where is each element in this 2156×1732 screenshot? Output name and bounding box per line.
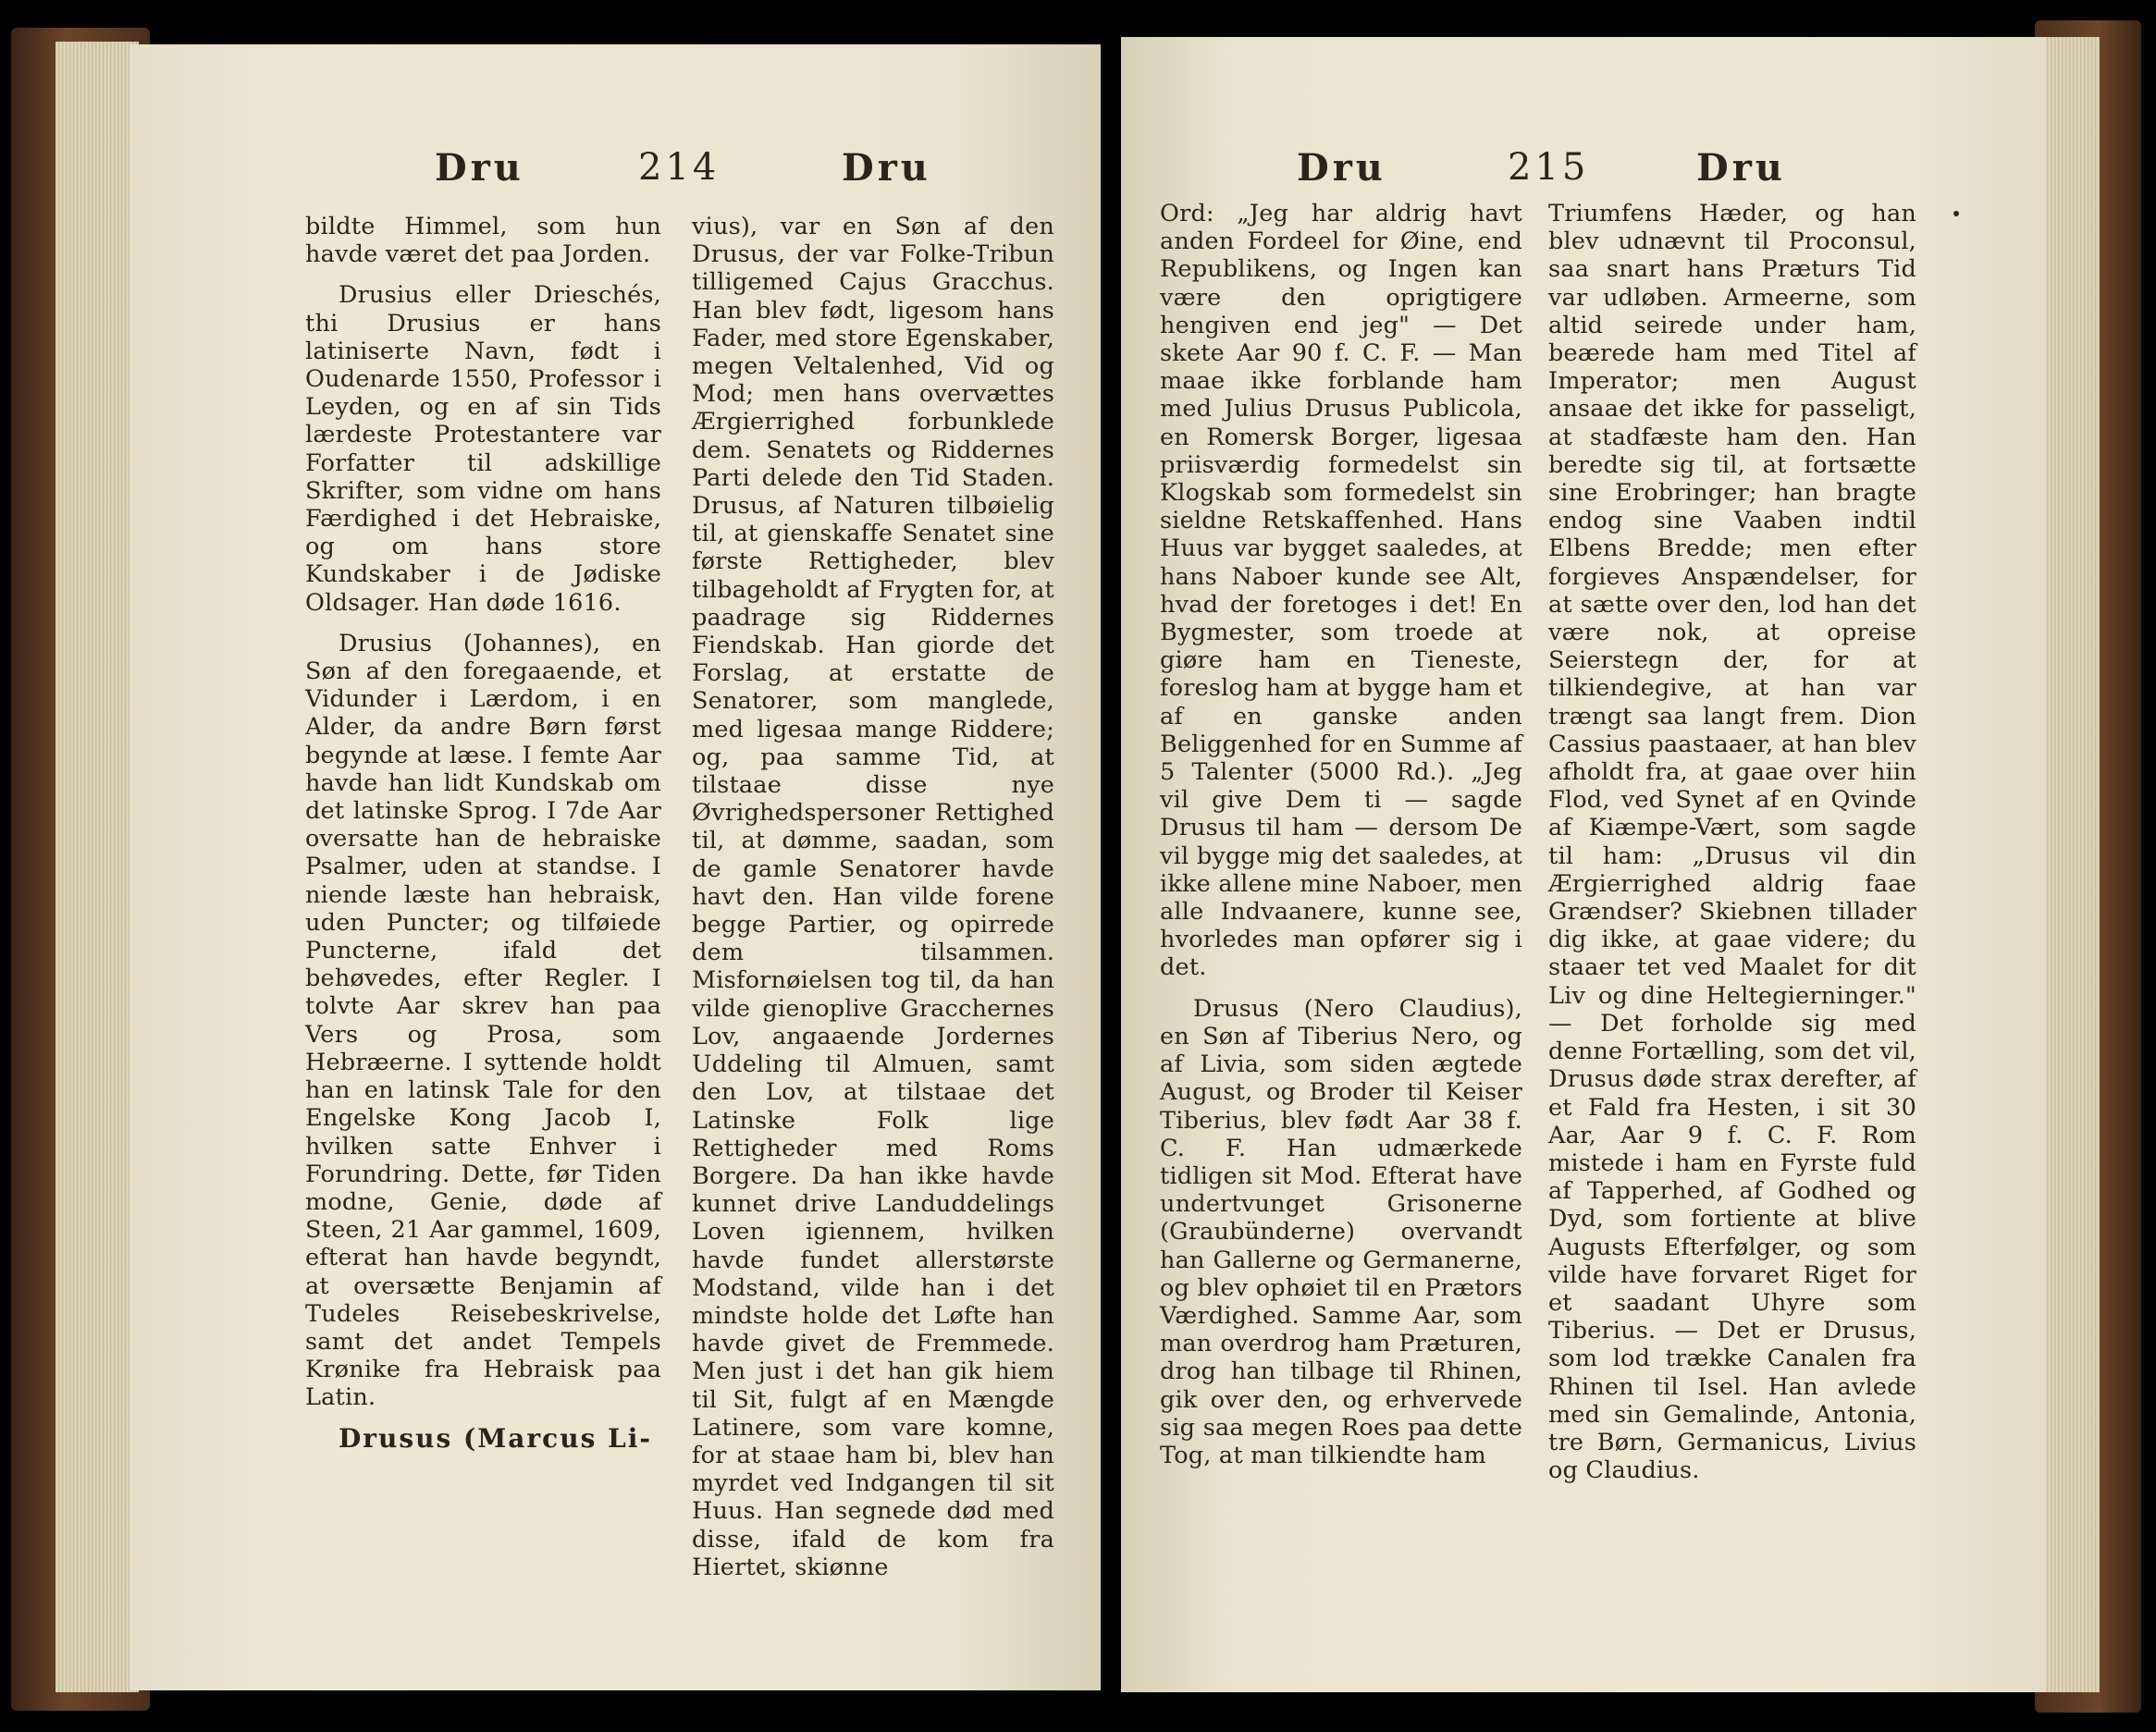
book-gutter bbox=[1101, 0, 1121, 1732]
header-word-right: Dru bbox=[1696, 146, 1786, 190]
page-number: 214 bbox=[638, 146, 721, 189]
entry-drusus-nero-claudius: Drusus (Nero Claudius), en Søn af Tiberius Nero, og af Livia, som siden ægtede August, og Broder til Keiser Tiberius, blev født Aar 38 f. C. F. Han udmærkede tidligen sit Mod. Efterat have undertvunget Grisonerne (Graubünderne) overvandt han Gallerne og Germanerne, og blev ophøiet til en Prætors Værdighed. Samme Aar, som man overdrog ham Præturen, drog han tilbage til Rhinen, gik over den, og erhvervede sig saa megen Roes paa dette Tog, at man tilkiendte ham bbox=[1160, 994, 1522, 1469]
text-column-2 bbox=[1548, 200, 1916, 1484]
page-number: 215 bbox=[1508, 146, 1590, 189]
header-word-left: Dru bbox=[1297, 146, 1386, 190]
left-page bbox=[129, 44, 1101, 1690]
entry-heading-drusus-marcus: Drusus (Marcus Li- bbox=[339, 1422, 653, 1454]
header-word-right: Dru bbox=[842, 146, 931, 190]
ink-mark bbox=[1953, 211, 1959, 216]
paragraph: bildte Himmel, som hun havde været det paa Jorden. bbox=[305, 213, 661, 269]
page-edges-left bbox=[55, 42, 139, 1692]
entry-drusus-marcus-livius: vius), var en Søn af den Drusus, der var Folke-Tribun tilligemed Cajus Gracchus. Han blev født, ligesom hans Fader, med store Egenskaber, megen Veltalenhed, Vid og Mod; men hans overvættes Ærgierrighed forbunklede dem. Senatets og Riddernes Parti delede den Tid Staden. Drusus, af Naturen tilbøielig til, at gienskaffe Senatet sine første Rettigheder, blev tilbageholdt af Frygten for, at paadrage sig Riddernes Fiendskab. Han giorde det Forslag, at erstatte de Senatorer, som manglede, med ligesaa mange Riddere; og, paa samme Tid, at tilstaae disse nye Øvrighedspersoner Rettighed til, at dømme, saadan, som de gamle Senatorer havde havt den. Han vilde forene begge Partier, og opirrede dem tilsammen. Misfornøielsen tog til, da han vilde gienoplive Gracchernes Lov, angaaende Jordernes Uddeling til Almuen, samt den Lov, at tilstaae det Latinske Folk lige Rettigheder med Roms Borgere. Da han ikke havde kunnet drive Landuddelings Loven igiennem, hvilken havde fundet allerstørste Modstand, vilde han i det mindste holde det Løfte han havde givet de Fremmede. Men just i det han gik hiem til Sit, fulgt af en Mængde Latinere, som vare komne, for at staae ham bi, blev han myrdet ved Indgangen til sit Huus. Han segnede død med disse, ifald de kom fra Hiertet, skiønne bbox=[692, 213, 1054, 1581]
paragraph: Triumfens Hæder, og han blev udnævnt til Proconsul, saa snart hans Præturs Tid var udløben. Armeerne, som altid seirede under ham, beærede ham med Titel af Imperator; men August ansaae det ikke for passeligt, at stadfæste ham den. Han beredte sig til, at fortsætte sine Erobringer; han bragte endog sine Vaaben indtil Elbens Bredde; men efter forgieves Anspændelser, for at sætte over den, lod han det være nok, at opreise Seierstegn der, for at tilkiendegive, at han var trængt saa langt frem. Dion Cassius paastaaer, at han blev afholdt fra, at gaae over hiin Flod, ved Synet af en Qvinde af Kiæmpe-Vært, som sagde til ham: „Drusus vil din Ærgierrighed aldrig faae Grændser? Skiebnen tillader dig ikke, at gaae videre; du staaer tet ved Maalet for dit Liv og dine Heltegierninger." — Det forholde sig med denne Fortælling, som det vil, Drusus døde strax derefter, af et Fald fra Hesten, i sit 30 Aar, Aar 9 f. C. F. Rom mistede i ham en Fyrste fuld af Tapperhed, af Godhed og Dyd, som fortiente at blive Augusts Efterfølger, og som vilde have forvaret Riget for et saadant Uhyre som Tiberius. — Det er Drusus, som lod trække Canalen fra Rhinen til Isel. Han avlede med sin Gemalinde, Antonia, tre Børn, Germanicus, Livius og Claudius. bbox=[1548, 200, 1916, 1485]
running-head-left bbox=[129, 146, 1101, 202]
entry-drusius-johannes: Drusius (Johannes), en Søn af den foregaaende, et Vidunder i Lærdom, i en Alder, da andre Børn først begynde at læse. I femte Aar havde han lidt Kundskab om det latinske Sprog. I 7de Aar oversatte han de hebraiske Psalmer, uden at standse. I niende læste han hebraisk, uden Puncter; og tilføiede Puncterne, ifald det behøvedes, efter Regler. I tolvte Aar skrev han paa Vers og Prosa, som Hebræerne. I syttende holdt han en latinsk Tale for den Engelske Kong Jacob I, hvilken satte Enhver i Forundring. Dette, før Tiden modne, Genie, døde af Steen, 21 Aar gammel, 1609, efterat han havde begyndt, at oversætte Benjamin af Tudeles Reisebeskrivelse, samt det andet Tempels Krønike fra Hebraisk paa Latin. bbox=[305, 629, 661, 1412]
page-edges-right bbox=[2044, 37, 2100, 1692]
header-word-left: Dru bbox=[435, 146, 524, 190]
running-head-right bbox=[1121, 146, 2046, 202]
entry-drusius: Drusius eller Drieschés, thi Drusius er hans latiniserte Navn, født i Oudenarde 1550, Professor i Leyden, og en af sin Tids lærdeste Protestantere var Forfatter til adskillige Skrifter, som vidne om hans Færdighed i det Hebraiske, og om hans store Kundskaber i de Jødiske Oldsager. Han døde 1616. bbox=[305, 281, 661, 617]
text-column-1 bbox=[305, 213, 661, 1453]
text-column-1 bbox=[1160, 200, 1522, 1469]
right-page bbox=[1121, 37, 2046, 1692]
paragraph: Ord: „Jeg har aldrig havt anden Fordeel for Øine, end Republikens, og Ingen kan være den oprigtigere hengiven end jeg" — Det skete Aar 90 f. C. F. — Man maae ikke forblande ham med Julius Drusus Publicola, en Romersk Borger, ligesaa priisværdig formedelst sin Klogskab som formedelst sin sieldne Retskaffenhed. Hans Huus var bygget saaledes, at hans Naboer kunde see Alt, hvad der foretoges i det! En Bygmester, som troede at giøre ham en Tieneste, foreslog ham at bygge ham et af en ganske anden Beliggenhed for en Summe af 5 Talenter (5000 Rd.). „Jeg vil give Dem ti — sagde Drusus til ham — dersom De vil bygge mig det saaledes, at ikke allene mine Naboer, men alle Indvaanere, kunne see, hvorledes man opfører sig i det. bbox=[1160, 200, 1522, 982]
text-column-2 bbox=[692, 213, 1054, 1581]
